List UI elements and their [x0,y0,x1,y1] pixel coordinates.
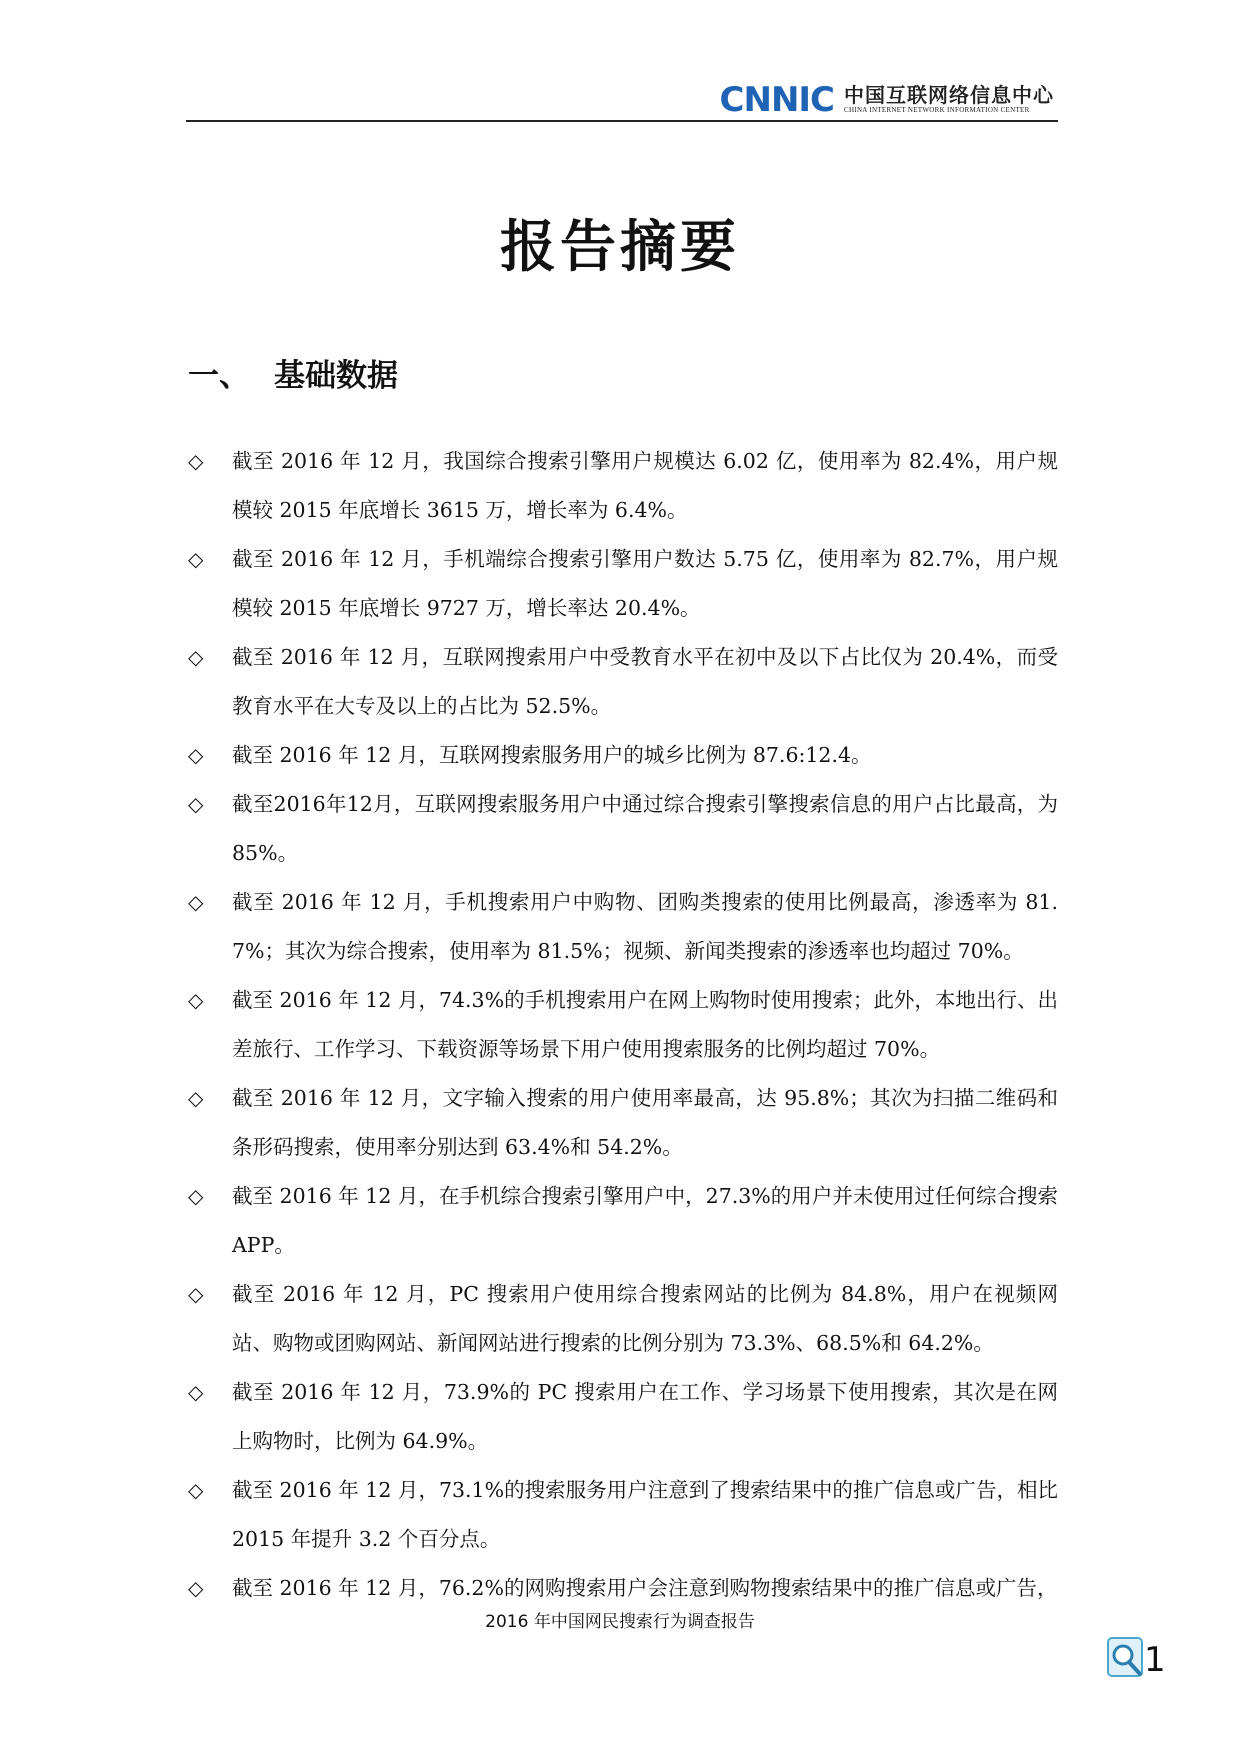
diamond-bullet-icon: ◇ [188,645,204,669]
summary-item [188,731,1058,780]
summary-item-text: 截至 2016 年 12 月，我国综合搜索引擎用户规模达 6.02 亿，使用率为 82.4%，用户规模较 2015 年底增长 3615 万，增长率为 6.4%。 [232,449,1058,522]
summary-item-text: 截至 2016 年 12 月，73.9%的 PC 搜索用户在工作、学习场景下使用搜索，其次是在网上购物时，比例为 64.9%。 [232,1380,1058,1453]
summary-item-text: 截至 2016 年 12 月，73.1%的搜索服务用户注意到了搜索结果中的推广信息或广告，相比 2015 年提升 3.2 个百分点。 [232,1478,1058,1551]
section-title: 基础数据 [274,358,398,394]
summary-item [188,1074,1058,1172]
summary-item-text: 截至 2016 年 12 月，76.2%的网购搜索用户会注意到购物搜索结果中的推广信息或广告， [232,1576,1058,1600]
summary-item [188,780,1058,878]
diamond-bullet-icon: ◇ [188,890,204,914]
summary-item [188,1466,1058,1564]
diamond-bullet-icon: ◇ [188,547,204,571]
summary-item [188,437,1058,535]
org-name-cn: 中国互联网络信息中心 [844,83,1054,107]
summary-list [188,437,1058,1613]
org-name-en: CHINA INTERNET NETWORK INFORMATION CENTER [844,106,1030,114]
summary-item [188,1172,1058,1270]
summary-item [188,878,1058,976]
summary-item [188,633,1058,731]
diamond-bullet-icon: ◇ [188,1086,204,1110]
summary-item [188,976,1058,1074]
diamond-bullet-icon: ◇ [188,1576,204,1600]
summary-item-text: 截至 2016 年 12 月，手机搜索用户中购物、团购类搜索的使用比例最高，渗透率为 81.7%；其次为综合搜索，使用率为 81.5%；视频、新闻类搜索的渗透率也均超过 70%。 [232,890,1058,963]
search-magnifier-icon [1106,1636,1146,1680]
summary-item-text: 截至 2016 年 12 月，在手机综合搜索引擎用户中，27.3%的用户并未使用过任何综合搜索 APP。 [232,1184,1058,1257]
page-title: 报告摘要 [500,214,740,280]
summary-item [188,1270,1058,1368]
header-divider [186,120,1058,122]
summary-item-text: 截至 2016 年 12 月，文字输入搜索的用户使用率最高，达 95.8%；其次为扫描二维码和条形码搜索，使用率分别达到 63.4%和 54.2%。 [232,1086,1058,1159]
page-header [186,78,1056,122]
summary-item-text: 截至 2016 年 12 月，互联网搜索用户中受教育水平在初中及以下占比仅为 20.4%，而受教育水平在大专及以上的占比为 52.5%。 [232,645,1058,718]
diamond-bullet-icon: ◇ [188,988,204,1012]
summary-item [188,1564,1058,1613]
diamond-bullet-icon: ◇ [188,1380,204,1404]
summary-item-text: 截至 2016 年 12 月，互联网搜索服务用户的城乡比例为 87.6:12.4。 [232,743,872,767]
summary-item-text: 截至 2016 年 12 月，74.3%的手机搜索用户在网上购物时使用搜索；此外，本地出行、出差旅行、工作学习、下载资源等场景下用户使用搜索服务的比例均超过 70%。 [232,988,1058,1061]
summary-item-text: 截至2016年12月，互联网搜索服务用户中通过综合搜索引擎搜索信息的用户占比最高，为 85%。 [232,792,1058,865]
footer-report-title: 2016 年中国网民搜索行为调查报告 [485,1612,755,1632]
diamond-bullet-icon: ◇ [188,743,204,767]
logo-text [844,84,1054,115]
page-number: 1 [1144,1640,1166,1680]
diamond-bullet-icon: ◇ [188,792,204,816]
diamond-bullet-icon: ◇ [188,1184,204,1208]
logo-mark: CNNIC [719,79,834,120]
summary-item-text: 截至 2016 年 12 月，PC 搜索用户使用综合搜索网站的比例为 84.8%，用户在视频网站、购物或团购网站、新闻网站进行搜索的比例分别为 73.3%、68.5%和 64.2%。 [232,1282,1058,1355]
diamond-bullet-icon: ◇ [188,449,204,473]
diamond-bullet-icon: ◇ [188,1282,204,1306]
diamond-bullet-icon: ◇ [188,1478,204,1502]
summary-item-text: 截至 2016 年 12 月，手机端综合搜索引擎用户数达 5.75 亿，使用率为 82.7%，用户规模较 2015 年底增长 9727 万，增长率达 20.4%。 [232,547,1058,620]
section-heading [188,356,398,396]
cnnic-logo [719,79,1054,120]
summary-item [188,1368,1058,1466]
summary-item [188,535,1058,633]
section-number: 一、 [188,358,250,394]
